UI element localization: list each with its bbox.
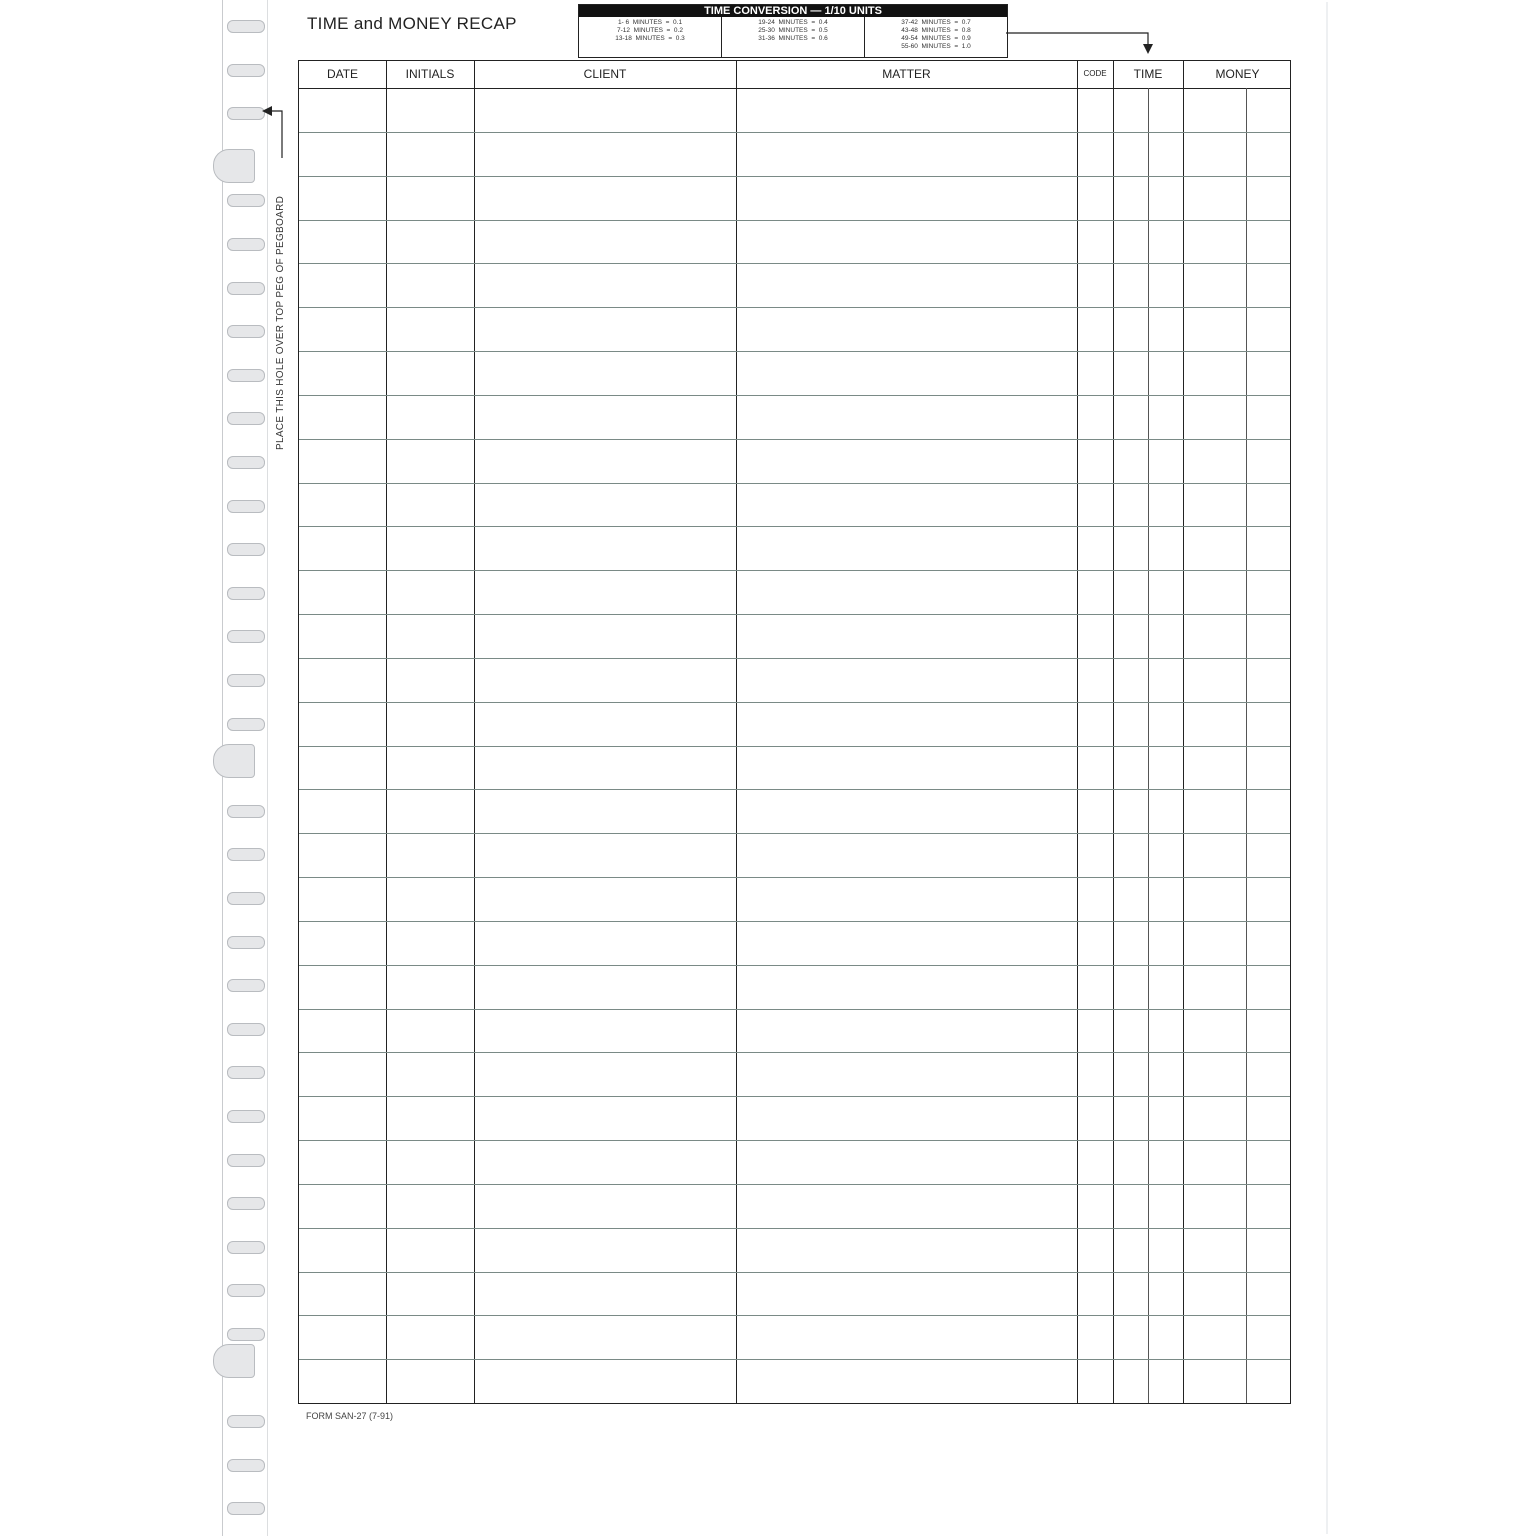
time-conversion-col-3: 37-42 MINUTES = 0.7 43-48 MINUTES = 0.8 49-54 MINUTES = 0.9 55-60 MINUTES = 1.0: [901, 19, 971, 50]
table-row: [299, 702, 1290, 703]
table-row: [299, 877, 1290, 878]
table-row: [299, 263, 1290, 264]
table-row: [299, 439, 1290, 440]
table-row: [299, 789, 1290, 790]
table-row: [299, 1096, 1290, 1097]
table-row: [299, 307, 1290, 308]
table-row: [299, 395, 1290, 396]
table-row: [299, 1140, 1290, 1141]
table-row: [299, 658, 1290, 659]
table-row: [299, 1359, 1290, 1360]
header-date: DATE: [326, 67, 359, 81]
peg-arrow: [268, 111, 282, 158]
time-conversion-col-1: 1- 6 MINUTES = 0.1 7-12 MINUTES = 0.2 13-18 MINUTES = 0.3: [579, 17, 722, 57]
col-divider-matter: [1077, 61, 1078, 1403]
recap-table: [298, 60, 1291, 1404]
time-arrow: [1006, 33, 1148, 48]
table-row: [299, 1184, 1290, 1185]
col-divider-client: [736, 61, 737, 1403]
col-divider-time: [1183, 61, 1184, 1403]
header-divider: [299, 88, 1290, 89]
table-row: [299, 176, 1290, 177]
table-row: [299, 526, 1290, 527]
time-conversion-col-2: 19-24 MINUTES = 0.4 25-30 MINUTES = 0.5 31-36 MINUTES = 0.6: [722, 17, 865, 57]
peg-instruction: PLACE THIS HOLE OVER TOP PEG OF PEGBOARD: [275, 195, 286, 450]
table-row: [299, 965, 1290, 966]
table-row: [299, 1315, 1290, 1316]
header-time: TIME: [1133, 67, 1163, 81]
table-row: [299, 1052, 1290, 1053]
col-divider-code: [1113, 61, 1114, 1403]
table-row: [299, 1009, 1290, 1010]
col-divider-date: [386, 61, 387, 1403]
header-client: CLIENT: [583, 67, 627, 81]
form-title: TIME and MONEY RECAP: [307, 14, 517, 33]
header-initials: INITIALS: [405, 67, 455, 81]
table-row: [299, 220, 1290, 221]
header-money: MONEY: [1215, 67, 1260, 81]
table-row: [299, 570, 1290, 571]
table-row: [299, 1228, 1290, 1229]
form-number: FORM SAN-27 (7-91): [306, 1411, 394, 1421]
time-conversion-title: TIME CONVERSION — 1/10 UNITS: [579, 5, 1007, 17]
table-row: [299, 614, 1290, 615]
time-arrow-head: [1143, 44, 1153, 54]
table-row: [299, 1272, 1290, 1273]
peg-arrow-head: [262, 106, 272, 116]
table-row: [299, 132, 1290, 133]
col-divider-initials: [474, 61, 475, 1403]
header-matter: MATTER: [882, 67, 931, 81]
table-row: [299, 746, 1290, 747]
table-row: [299, 351, 1290, 352]
table-row: [299, 921, 1290, 922]
table-row: [299, 833, 1290, 834]
table-row: [299, 483, 1290, 484]
header-code: CODE: [1083, 69, 1107, 78]
